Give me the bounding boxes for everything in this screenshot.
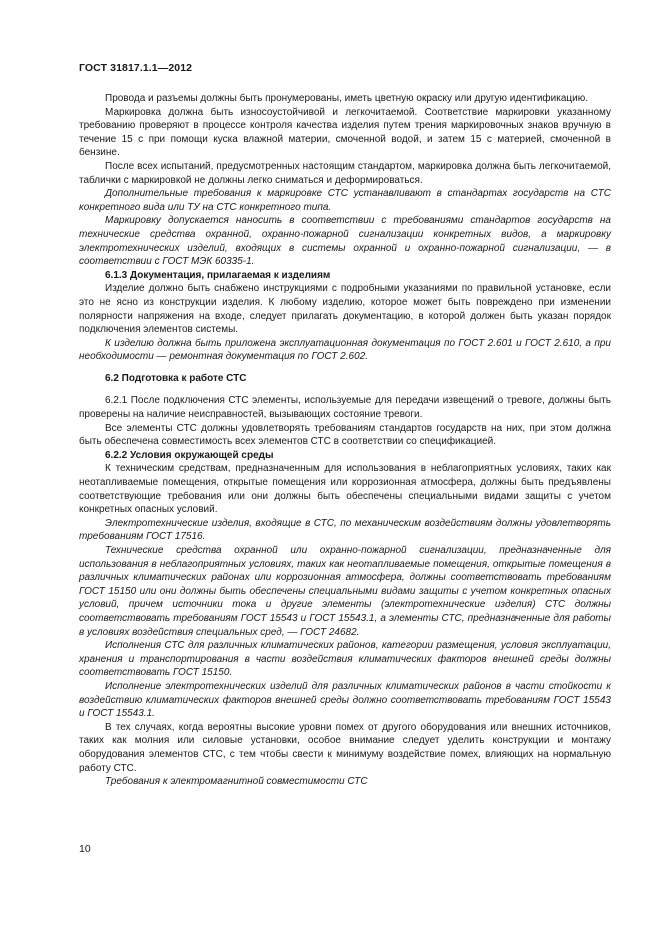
page-number: 10 (79, 843, 91, 855)
paragraph: В тех случаях, когда вероятны высокие уровни помех от другого оборудования или внешних источников, таких как молния или силовые установки, особое внимание следует уделить конструкции и монтажу оборудования элементов СТС, с тем чтобы свести к минимуму воздействие помех, влияющих на нормальную работу СТС. (79, 721, 611, 774)
standard-header: ГОСТ 31817.1.1—2012 (79, 62, 193, 74)
paragraph: После всех испытаний, предусмотренных настоящим стандартом, маркировка должна быть легкочитаемой, таблички с маркировкой не должны легко сниматься и деформироваться. (79, 160, 611, 186)
italic-paragraph: Исполнения СТС для различных климатических районов, категории размещения, условия эксплуатации, хранения и транспортирования в части воздействия климатических факторов внешней среды должны соответствовать ГОСТ 15150. (79, 640, 611, 679)
paragraph: Провода и разъемы должны быть пронумерованы, иметь цветную окраску или другую идентификацию. (105, 93, 588, 104)
paragraph: Изделие должно быть снабжено инструкциями с подробными указаниями по правильной установке, если это не ясно из конструкции изделия. К любому изделию, которое может быть повреждено при изменении полярности напряжения на входе, следует прилагать документацию, в которой должен быть указан порядок подключения элементов системы. (79, 283, 611, 336)
section-heading-6-2-2: 6.2.2 Условия окружающей среды (105, 449, 274, 461)
paragraph: Маркировка должна быть износоустойчивой и легкочитаемой. Соответствие маркировки указанному требованию проверяют в процессе контроля качества изделия путем трения маркировочных знаков вручную в течение 15 с при помощи куска влажной материи, смоченной водой, и затем 15 с материей, смоченной в бензине. (79, 106, 611, 159)
italic-paragraph: Дополнительные требования к маркировке СТС устанавливают в стандартах государств на СТС конкретного вида или ТУ на СТС конкретного типа. (79, 188, 611, 213)
italic-paragraph: Требования к электромагнитной совместимости СТС (105, 776, 368, 788)
section-heading-6-2: 6.2 Подготовка к работе СТС (105, 372, 247, 384)
italic-paragraph: Маркировку допускается наносить в соответствии с требованиями стандартов государств на технические средства охранной, охранно-пожарной сигнализации конкретных видов, а маркировку электротехнических изделий, входящих в системы охранной и охранно-пожарной сигнализации, — в соответствии с ГОСТ МЭК 60335-1. (79, 215, 611, 268)
paragraph: 6.2.1 После подключения СТС элементы, используемые для передачи извещений о тревоге, должны быть проверены на наличие неисправностей, вызывающих состояние тревоги. (79, 395, 611, 421)
section-heading-6-1-3: 6.1.3 Документация, прилагаемая к изделиям (105, 269, 331, 281)
italic-paragraph: К изделию должна быть приложена эксплуатационная документация по ГОСТ 2.601 и ГОСТ 2.610, а при необходимости — ремонтная документация по ГОСТ 2.602. (79, 337, 611, 363)
italic-paragraph: Исполнение электротехнических изделий для различных климатических районов в части стойкости к воздействию климатических факторов внешней среды должно соответствовать требованиям ГОСТ 15543 и ГОСТ 15543.1. (79, 680, 611, 720)
paragraph: Все элементы СТС должны удовлетворять требованиям стандартов государств на них, при этом должна быть обеспечена совместимость всех элементов СТС в соответствии со спецификацией. (79, 422, 611, 448)
document-body (79, 92, 611, 789)
italic-paragraph: Технические средства охранной или охранно-пожарной сигнализации, предназначенные для использования в неблагоприятных условиях, таких как неотапливаемые помещения, открытые помещения в различных климатических районах или коррозионная атмосфера, должны соответствовать требованиям ГОСТ 15150 или они должны быть обеспечены специальными видами защиты с учетом конкретных опасных условий, причем источники тока и другие элементы (электротехнические изделия) СТС должны соответствовать требованиям ГОСТ 15543 и ГОСТ 15543.1, а элементы СТС, предназначенные для работы в условиях воздействия специальных сред, — ГОСТ 24682. (79, 545, 611, 638)
italic-paragraph: Электротехнические изделия, входящие в СТС, по механическим воздействиям должны удовлетворять требованиям ГОСТ 17516. (79, 517, 611, 543)
paragraph: К техническим средствам, предназначенным для использования в неблагоприятных условиях, таких как неотапливаемые помещения, открытые помещения или коррозионная атмосфера, должны быть предъявлены соответствующие требования или они должны быть обеспечены специальными видами защиты с учетом конкретных опасных условий. (79, 463, 611, 516)
